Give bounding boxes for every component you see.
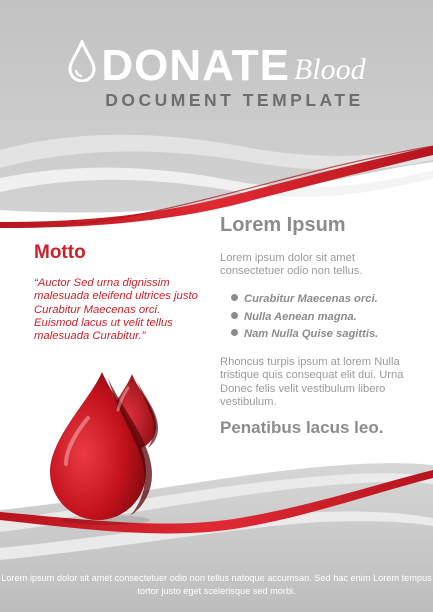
brand-header <box>0 40 433 111</box>
bullet-dot <box>231 294 238 301</box>
bullet-dot <box>231 329 238 336</box>
bullet-list <box>231 291 378 344</box>
blood-drops-illustration <box>44 368 174 528</box>
blood-drop-icon <box>67 40 97 82</box>
list-item <box>231 326 378 344</box>
list-item <box>231 291 378 309</box>
section-title: Lorem Ipsum <box>220 214 346 236</box>
intro-paragraph: Lorem ipsum dolor sit amet consectetuer odio non tellus. <box>220 252 363 278</box>
closing-heading: Penatibus lacus leo. <box>220 418 384 437</box>
footer-text: Lorem ipsum dolor sit amet consectetuer odio non tellus natoque accumsan. Sed hac enim Lorem tempus tortor justo eget scelerisque sed morbi. <box>1 573 432 596</box>
body-paragraph: Rhoncus turpis ipsum at lorem Nulla tristique quis consequat elit dui. Urna Donec felis velit vestibulum libero vestibulum. <box>220 356 404 409</box>
list-item-text: Curabitur Maecenas orci. <box>244 293 378 305</box>
motto-heading: Motto <box>34 242 86 263</box>
bullet-dot <box>231 312 238 319</box>
brand-subtitle: DOCUMENT TEMPLATE <box>105 90 364 110</box>
brand-script: Blood <box>293 53 366 86</box>
list-item <box>231 309 378 327</box>
motto-quote: “Auctor Sed urna dignissim malesuada eleifend ultrices justo Curabitur Maecenas orci. Euismod lacus ut velit tellus malesuada Curabitur.” <box>34 277 198 343</box>
brand-title: DONATE <box>101 41 290 90</box>
list-item-text: Nam Nulla Quise sagittis. <box>244 328 379 340</box>
list-item-text: Nulla Aenean magna. <box>244 310 357 323</box>
